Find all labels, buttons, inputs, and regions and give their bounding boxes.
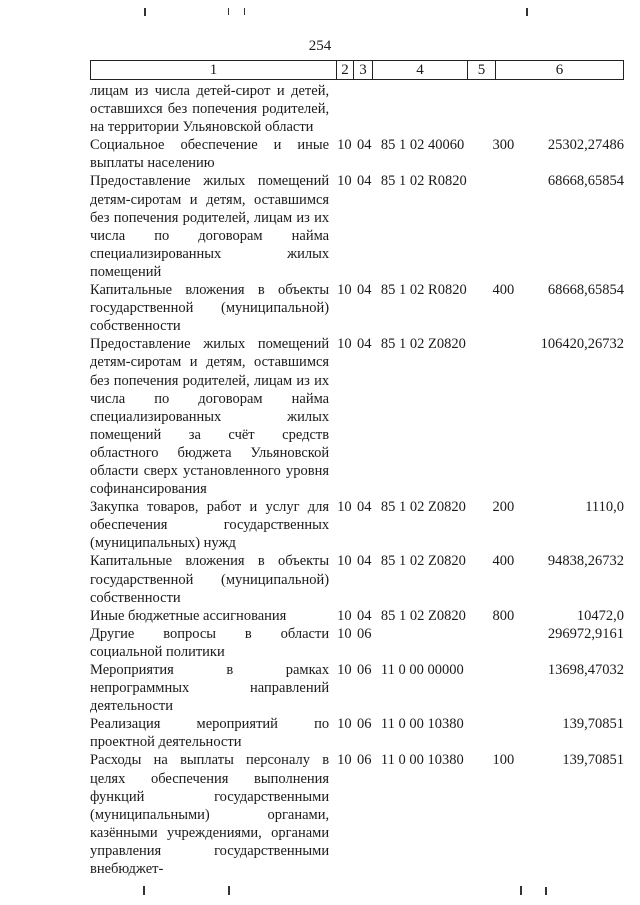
row-expense-type: 800 [492,607,515,624]
row-subsection: 06 [357,662,372,678]
scan-mark [545,887,547,895]
row-amount: 296972,9161 [547,625,624,642]
scan-mark [520,886,522,895]
row-amount: 10472,0 [576,607,624,624]
row-target-article: 85 1 02 Z0820 [380,553,466,570]
row-target-article: 85 1 02 Z0820 [380,499,466,516]
row-name: Предоставление жилых помещений детям-сиротам и детям, оставшимся без попечения родителей, лицам из их числа по договорам найма специализированных жилых помещений [90,173,330,280]
row-subsection: 04 [357,499,372,516]
scan-mark [228,8,229,15]
row-expense-type [493,661,523,715]
row-name: Предоставление жилых помещений детям-сиротам и детям, оставшимся без попечения родителей, лицам из их числа по договорам найма специализированных жилых помещений за счёт средств областного бюджета Ульяновской области сверх установленного уровня софинансирования [90,336,330,498]
scan-mark [144,8,146,16]
table-row [90,172,630,281]
row-target-article: 85 1 02 R0820 [380,173,467,190]
row-section: 10 [337,282,352,299]
row-subsection: 04 [357,607,372,624]
scan-mark [143,886,145,895]
row-expense-type: 100 [492,752,515,769]
row-name: Другие вопросы в области социальной политики [90,625,330,660]
table-row [90,281,630,335]
row-name: Социальное обеспечение и иные выплаты населению [90,137,330,172]
row-name: Мероприятия в рамках непрограммных направлений деятельности [90,662,330,715]
header-col-1: 1 [91,61,337,79]
row-section: 10 [337,607,352,624]
table-row [90,136,630,172]
row-subsection: 04 [357,137,372,154]
row-expense-type: 200 [492,499,515,516]
row-expense-type [493,82,523,136]
scan-mark [526,8,528,16]
row-expense-type: 300 [492,137,515,154]
row-subsection: 06 [357,752,372,769]
row-expense-type: 400 [492,553,515,570]
row-section: 10 [337,553,352,570]
row-subsection: 06 [357,625,372,642]
row-name: лицам из числа детей-сирот и детей, оставшихся без попечения родителей, на территории Ульяновской области [90,83,330,136]
table-row [90,607,630,625]
row-subsection: 06 [357,716,372,733]
table-row [90,498,630,552]
row-name: Капитальные вложения в объекты государственной (муниципальной) собственности [90,553,330,606]
row-target-article: 11 0 00 10380 [380,716,464,733]
row-target-article: 85 1 02 40060 [380,137,465,154]
row-target-article: 85 1 02 Z0820 [380,607,466,624]
row-name: Расходы на выплаты персоналу в целях обеспечения выполнения функций государственными (муниципальными) органами, казёнными учреждениями, органами управления государственными внебюджет- [90,752,330,878]
row-section: 10 [337,662,352,678]
table-row [90,625,630,661]
row-target-article: 85 1 02 Z0820 [380,336,466,353]
row-subsection: 04 [357,173,372,190]
row-amount: 139,70851 [562,752,624,769]
row-name: Закупка товаров, работ и услуг для обеспечения государственных (муниципальных) нужд [90,499,330,552]
row-amount: 139,70851 [562,716,624,733]
row-subsection [357,82,381,136]
row-name: Иные бюджетные ассигнования [90,607,287,624]
row-section [333,82,357,136]
row-section: 10 [337,173,352,190]
row-section: 10 [337,336,352,353]
row-section: 10 [337,752,352,769]
row-name: Капитальные вложения в объекты государственной (муниципальной) собственности [90,282,330,335]
row-subsection: 04 [357,336,372,353]
row-target-article [381,82,493,136]
budget-table-body [90,82,630,878]
row-amount [522,82,630,136]
table-row [90,661,630,715]
table-header [90,60,624,80]
row-target-article [381,625,493,661]
header-col-6: 6 [555,62,564,78]
row-target-article: 11 0 00 10380 [380,752,464,769]
header-col-5: 5 [468,61,496,79]
row-section: 10 [337,625,352,642]
row-expense-type [493,625,523,661]
row-amount: 68668,65854 [547,282,624,299]
header-col-4: 4 [373,61,468,79]
table-row [90,82,630,136]
row-section: 10 [337,716,352,733]
row-amount: 1110,0 [585,499,624,516]
row-expense-type [493,335,523,498]
table-row [90,335,630,498]
table-row [90,715,630,751]
row-amount: 13698,47032 [547,662,624,678]
header-col-2: 2 [337,61,354,79]
page-number: 254 [308,38,332,54]
row-amount: 68668,65854 [547,173,624,190]
row-amount: 25302,27486 [547,137,624,154]
table-row [90,552,630,606]
row-expense-type [493,715,523,751]
scan-mark [228,886,230,895]
scan-mark [244,8,245,15]
row-amount: 106420,26732 [540,336,624,353]
row-target-article: 85 1 02 R0820 [380,282,467,299]
header-col-3: 3 [354,61,373,79]
table-row [90,751,630,878]
row-name: Реализация мероприятий по проектной деятельности [90,716,330,751]
row-amount: 94838,26732 [547,553,624,570]
row-expense-type: 400 [492,282,515,299]
row-section: 10 [337,499,352,516]
row-expense-type [493,172,523,281]
row-section: 10 [337,137,352,154]
row-subsection: 04 [357,553,372,570]
row-target-article: 11 0 00 00000 [380,662,464,678]
row-subsection: 04 [357,282,372,299]
